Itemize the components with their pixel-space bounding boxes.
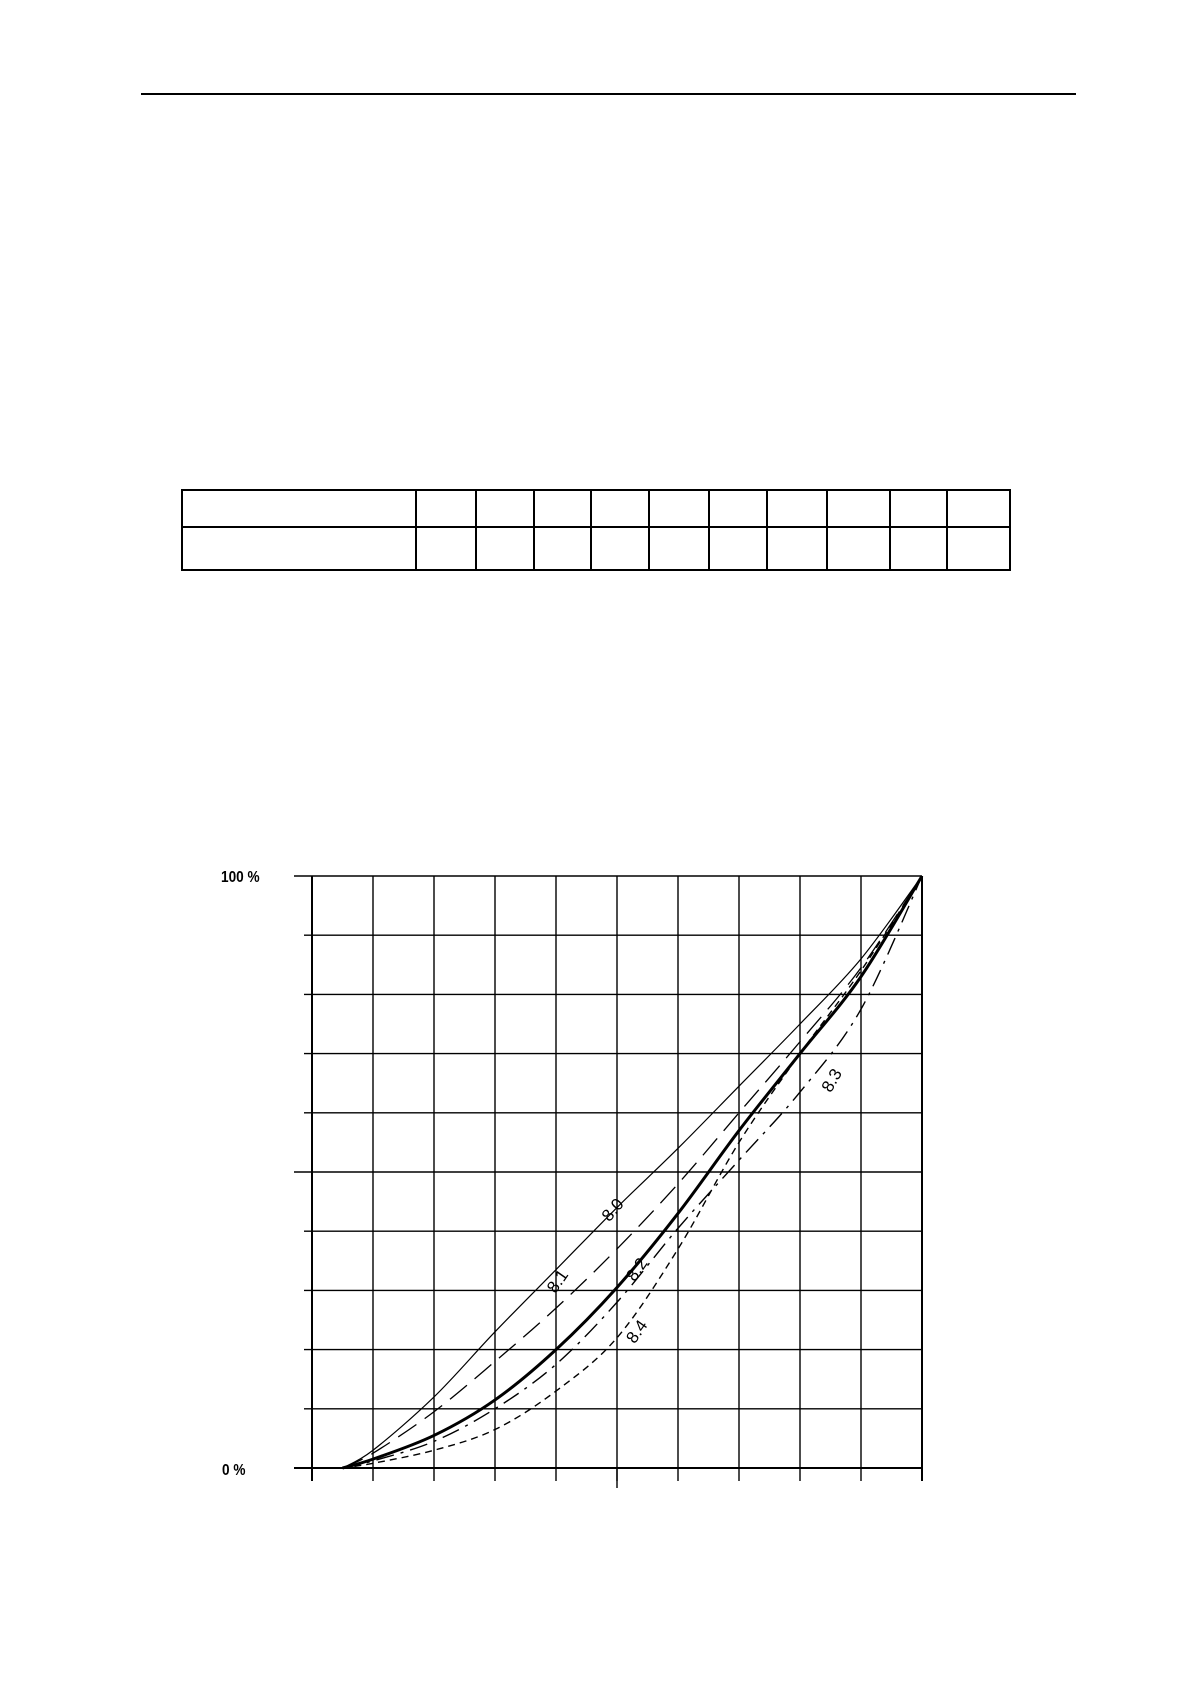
grid-lines bbox=[294, 876, 922, 1488]
series-label-8-4: 8.4 bbox=[622, 1316, 652, 1347]
y-tick-label-0: 0 % bbox=[222, 1462, 246, 1479]
series-label-8-0: 8.0 bbox=[597, 1194, 628, 1226]
y-tick-label-100: 100 % bbox=[221, 869, 260, 886]
series-label-8-1: 8.1 bbox=[543, 1266, 573, 1297]
series-label-8-2: 8.2 bbox=[622, 1254, 652, 1285]
series-label-8-3: 8.3 bbox=[817, 1065, 846, 1096]
